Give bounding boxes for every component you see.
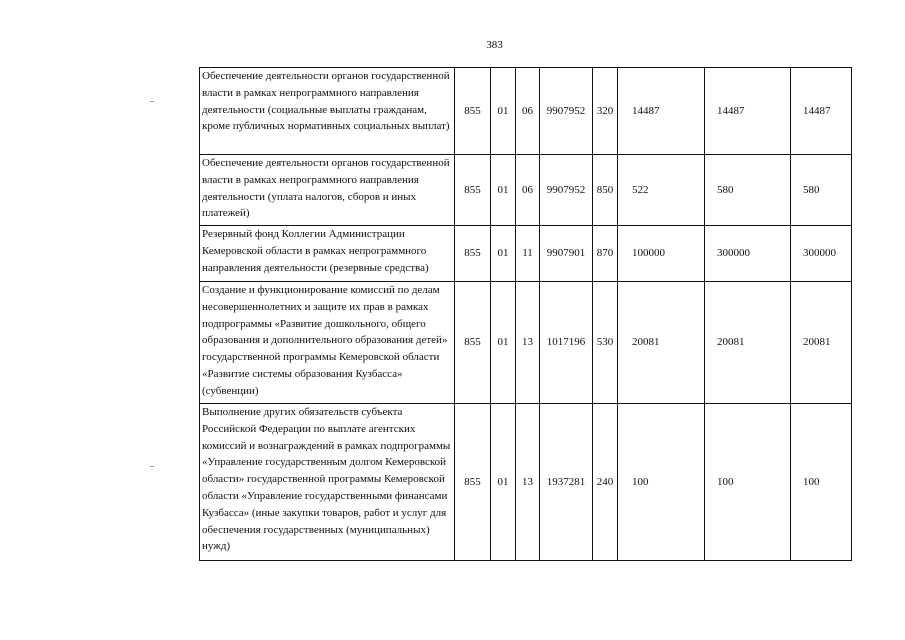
- subsection-code: 06: [516, 68, 540, 155]
- section-code: 01: [491, 282, 516, 404]
- expense-type-code: 530: [593, 282, 618, 404]
- table-row: [200, 68, 852, 155]
- expense-description: Выполнение других обязательств субъекта Российской Федерации по выплате агентских комиссий и вознаграждений в рамках подпрограммы «Управление государственным долгом Кемеровской области» государственной программы Кемеровской области «Управление государственными финансами Кузбасса» (иные закупки товаров, работ и услуг для обеспечения государственных (муниципальных) нужд): [200, 404, 455, 561]
- page-number: 383: [486, 39, 503, 51]
- amount-year-3: 300000: [791, 226, 852, 282]
- amount-year-2: 300000: [705, 226, 791, 282]
- section-code: 01: [491, 68, 516, 155]
- table-row: [200, 155, 852, 226]
- subsection-code: 13: [516, 404, 540, 561]
- expense-type-code: 320: [593, 68, 618, 155]
- expense-description: Создание и функционирование комиссий по делам несовершеннолетних и защите их прав в рамках подпрограммы «Развитие дошкольного, общего образования и дополнительного образования детей» государственной программы Кемеровской области «Развитие системы образования Кузбасса» (субвенции): [200, 282, 455, 404]
- admin-code: 855: [455, 155, 491, 226]
- amount-year-3: 580: [791, 155, 852, 226]
- admin-code: 855: [455, 68, 491, 155]
- target-code: 9907952: [540, 68, 593, 155]
- amount-year-3: 14487: [791, 68, 852, 155]
- table-row: [200, 282, 852, 404]
- target-code: 1017196: [540, 282, 593, 404]
- amount-year-2: 14487: [705, 68, 791, 155]
- target-code: 9907901: [540, 226, 593, 282]
- subsection-code: 13: [516, 282, 540, 404]
- section-code: 01: [491, 226, 516, 282]
- amount-year-2: 100: [705, 404, 791, 561]
- subsection-code: 11: [516, 226, 540, 282]
- amount-year-3: 100: [791, 404, 852, 561]
- table-row: [200, 404, 852, 561]
- amount-year-3: 20081: [791, 282, 852, 404]
- table-row: [200, 226, 852, 282]
- margin-mark: [150, 101, 154, 102]
- target-code: 1937281: [540, 404, 593, 561]
- amount-year-1: 100: [618, 404, 705, 561]
- expense-type-code: 850: [593, 155, 618, 226]
- admin-code: 855: [455, 282, 491, 404]
- expense-type-code: 240: [593, 404, 618, 561]
- amount-year-2: 580: [705, 155, 791, 226]
- expense-description: Обеспечение деятельности органов государственной власти в рамках непрограммного направления деятельности (социальные выплаты гражданам, кроме публичных нормативных социальных выплат): [200, 68, 455, 155]
- amount-year-1: 522: [618, 155, 705, 226]
- admin-code: 855: [455, 404, 491, 561]
- margin-mark: [150, 466, 154, 467]
- expense-description: Резервный фонд Коллегии Администрации Кемеровской области в рамках непрограммного направления деятельности (резервные средства): [200, 226, 455, 282]
- section-code: 01: [491, 404, 516, 561]
- section-code: 01: [491, 155, 516, 226]
- expense-description: Обеспечение деятельности органов государственной власти в рамках непрограммного направления деятельности (уплата налогов, сборов и иных платежей): [200, 155, 455, 226]
- admin-code: 855: [455, 226, 491, 282]
- amount-year-1: 20081: [618, 282, 705, 404]
- amount-year-2: 20081: [705, 282, 791, 404]
- subsection-code: 06: [516, 155, 540, 226]
- amount-year-1: 14487: [618, 68, 705, 155]
- budget-table: [199, 67, 852, 561]
- expense-type-code: 870: [593, 226, 618, 282]
- amount-year-1: 100000: [618, 226, 705, 282]
- target-code: 9907952: [540, 155, 593, 226]
